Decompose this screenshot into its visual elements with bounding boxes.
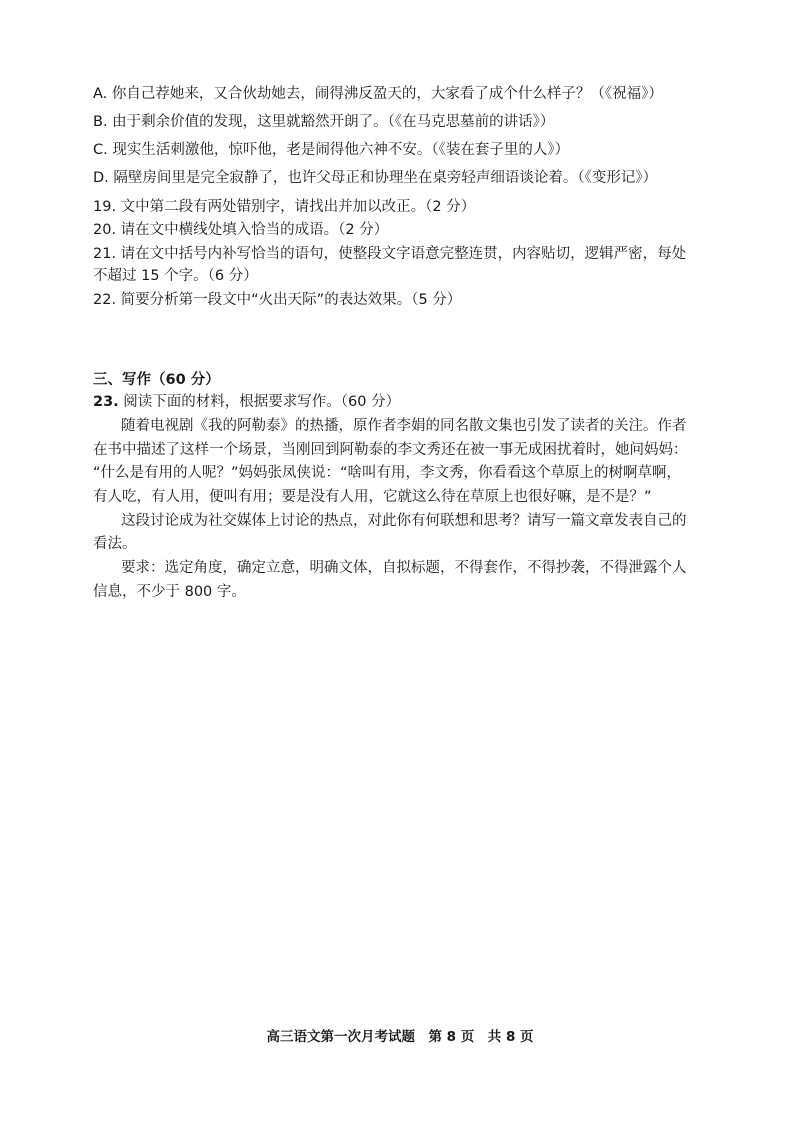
passage-line-6: 看法。 xyxy=(93,536,137,552)
question-22: 22. 简要分析第一段文中“火出天际”的表达效果。（5 分） xyxy=(93,292,462,308)
option-c: C. 现实生活刺激他，惊吓他，老是闹得他六神不安。（《装在套子里的人》） xyxy=(93,142,570,158)
passage-line-1: 随着电视剧《我的阿勒泰》的热播，原作者李娟的同名散文集也引发了读者的关注。作者 xyxy=(121,418,687,434)
question-23-prompt: 阅读下面的材料，根据要求写作。（60 分） xyxy=(123,394,401,410)
option-b: B. 由于剩余价值的发现，这里就豁然开朗了。（《在马克思墓前的讲话》） xyxy=(93,114,555,130)
question-19: 19. 文中第二段有两处错别字，请找出并加以改正。（2 分） xyxy=(93,199,476,215)
passage-line-2: 在书中描述了这样一个场景，当刚回到阿勒泰的李文秀还在被一事无成困扰着时，她问妈妈： xyxy=(93,442,688,458)
question-23-number: 23. xyxy=(93,394,119,410)
question-23 xyxy=(93,392,733,412)
option-a: A. 你自己荐她来，又合伙劫她去，闹得沸反盈天的，大家看了成个什么样子？（《祝福》） xyxy=(93,86,663,102)
question-21-cont: 不超过 15 个字。（6 分） xyxy=(93,268,258,284)
section-title: 三、写作（60 分） xyxy=(93,372,220,388)
page-footer: 高三语文第一次月考试题 第 8 页 共 8 页 xyxy=(266,1029,534,1045)
requirements-line-1: 要求：选定角度，确定立意，明确文体，自拟标题，不得套作，不得抄袭，不得泄露个人 xyxy=(121,560,687,576)
passage-line-4: 有人吃，有人用，便叫有用；要是没有人用，它就这么待在草原上也很好嘛，是不是？” xyxy=(93,489,652,505)
question-20: 20. 请在文中横线处填入恰当的成语。（2 分） xyxy=(93,222,389,238)
option-d: D. 隔壁房间里是完全寂静了，也许父母正和协理坐在桌旁轻声细语谈论着。（《变形记》） xyxy=(93,170,658,186)
question-21: 21. 请在文中括号内补写恰当的语句，使整段文字语意完整连贯，内容贴切，逻辑严密，每处 xyxy=(93,246,687,262)
passage-line-5: 这段讨论成为社交媒体上讨论的热点，对此你有何联想和思考？请写一篇文章发表自己的 xyxy=(121,513,687,529)
passage-line-3: “什么是有用的人呢？”妈妈张凤侠说：“啥叫有用，李文秀，你看看这个草原上的树啊草啊， xyxy=(93,465,682,481)
requirements-line-2: 信息，不少于 800 字。 xyxy=(93,584,246,600)
